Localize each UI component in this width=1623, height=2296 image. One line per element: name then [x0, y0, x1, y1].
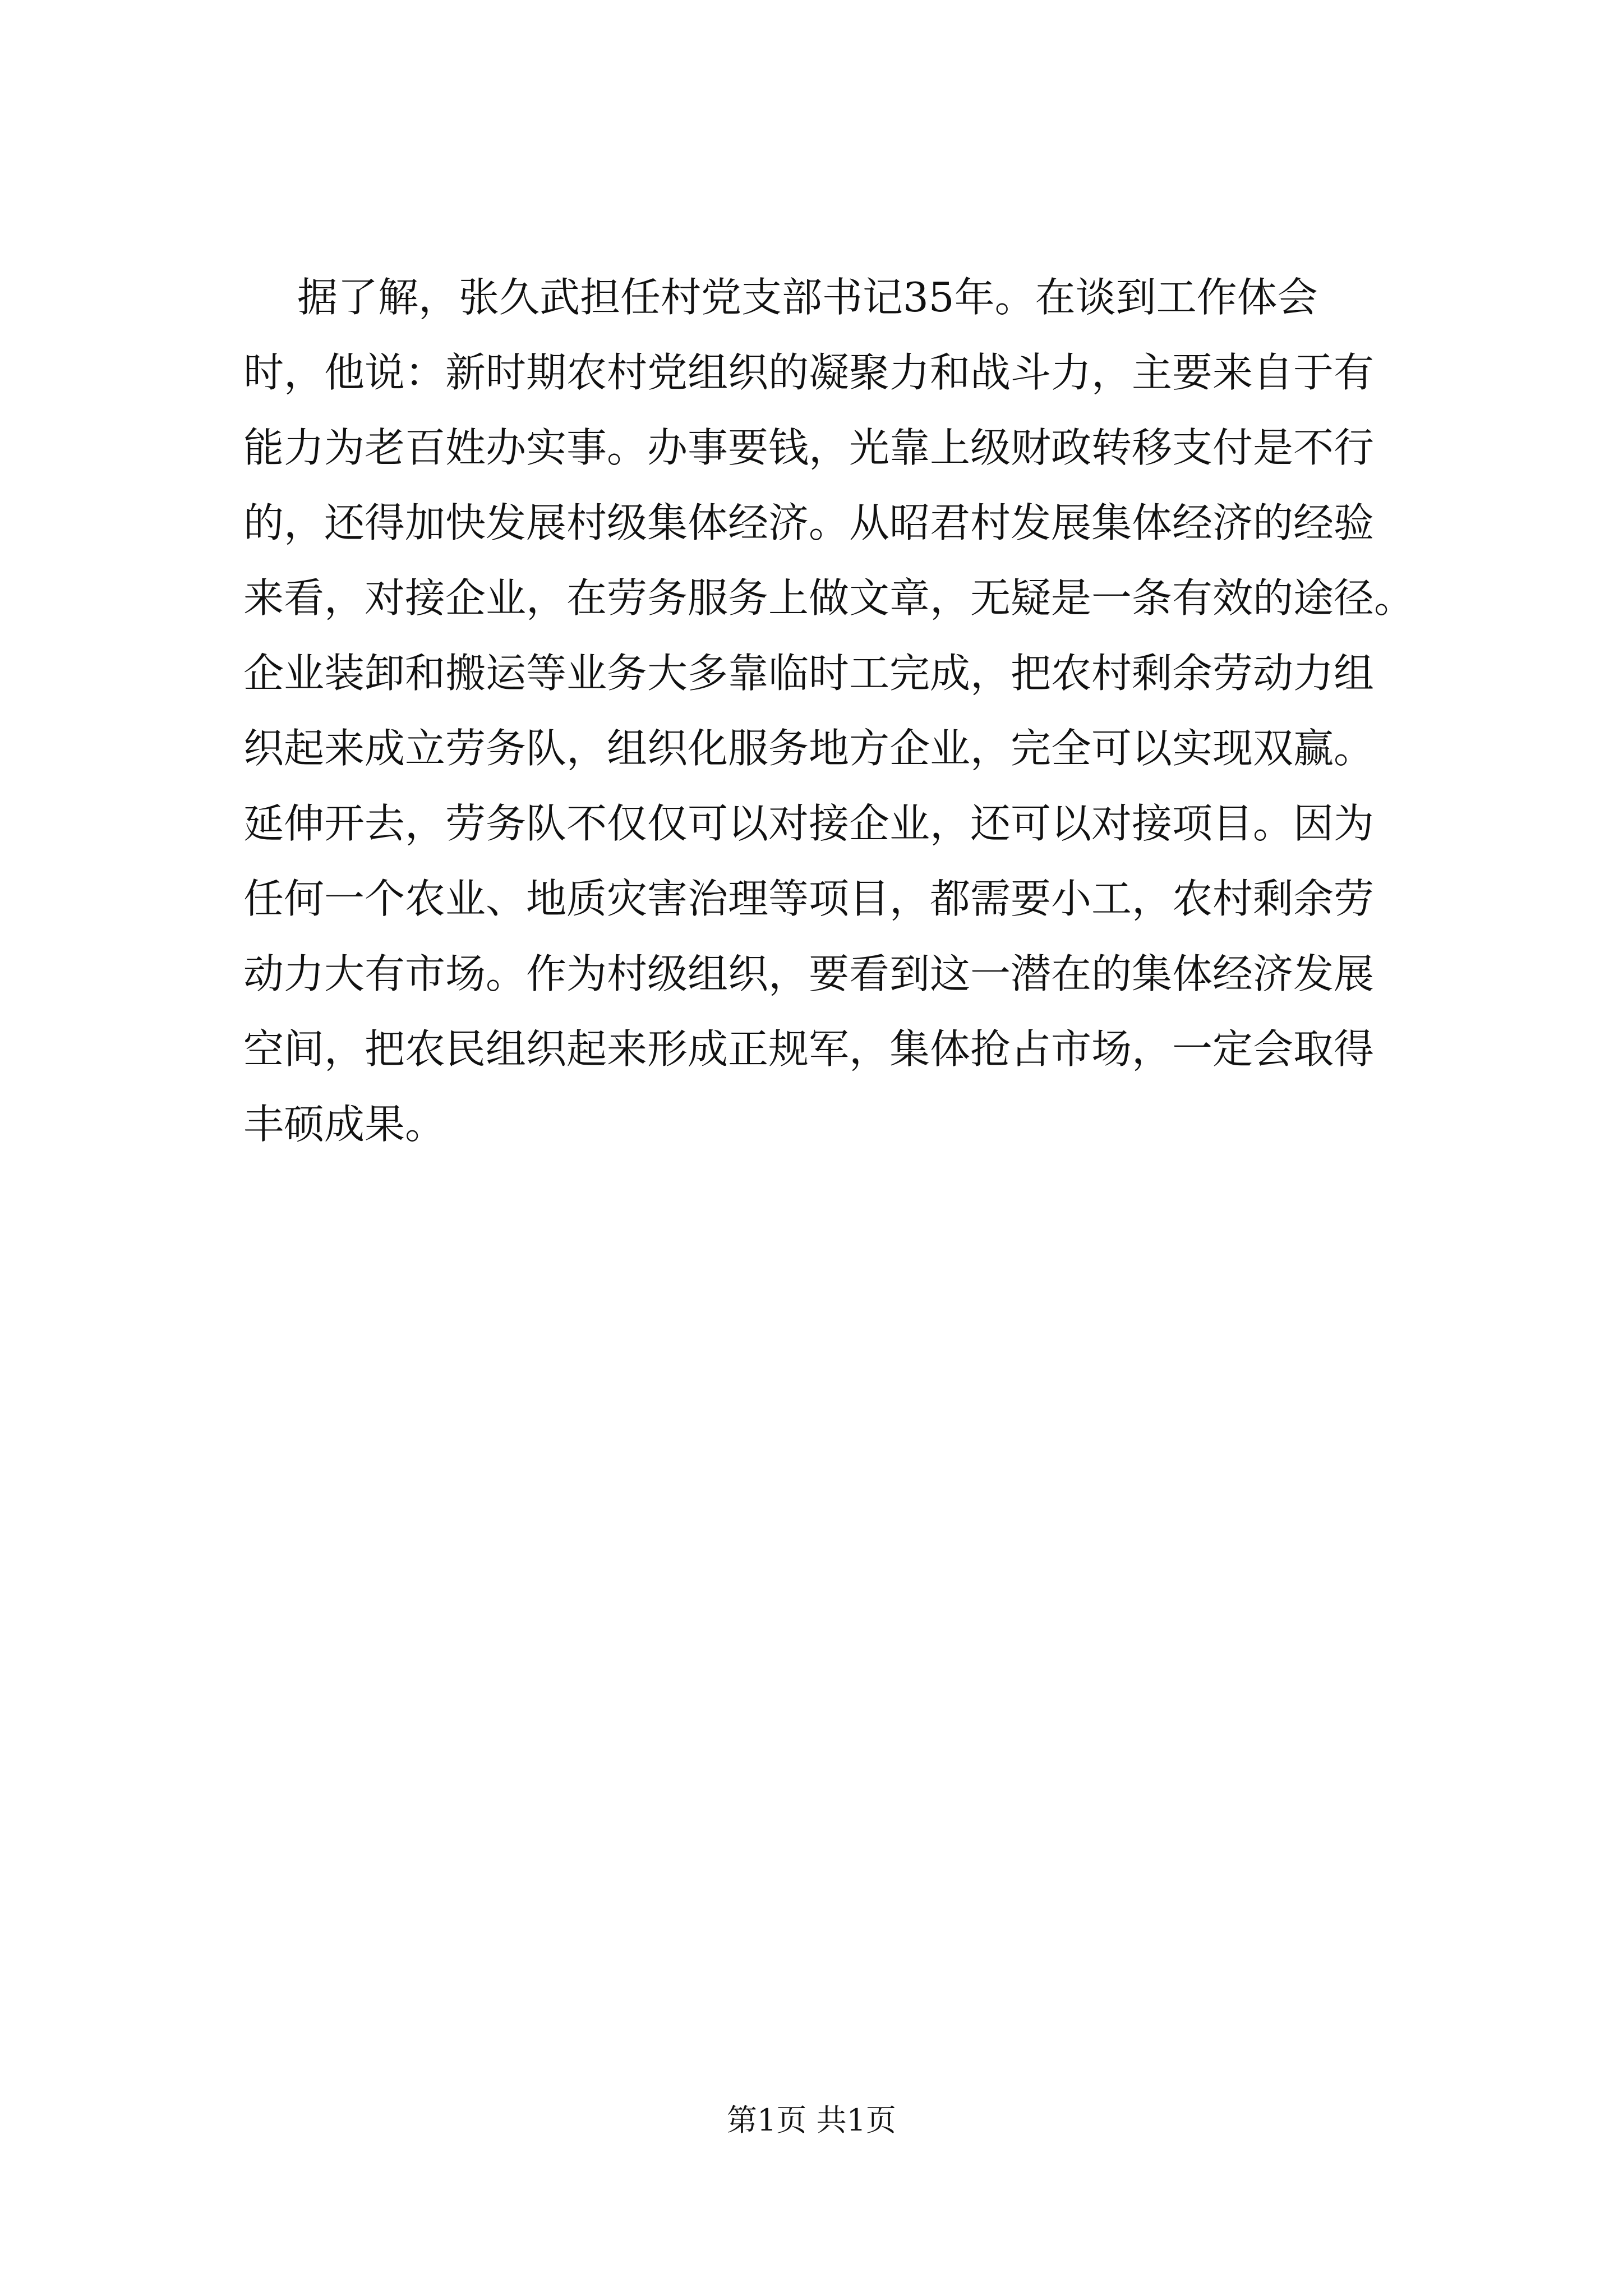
paragraph-line: 空间，把农民组织起来形成正规军，集体抢占市场，一定会取得 — [243, 1025, 1375, 1073]
paragraph-line: 来看，对接企业，在劳务服务上做文章，无疑是一条有效的途径。 — [243, 574, 1415, 622]
paragraph-line: 动力大有市场。作为村级组织，要看到这一潜在的集体经济发展 — [243, 950, 1375, 997]
paragraph-line: 企业装卸和搬运等业务大多靠临时工完成，把农村剩余劳动力组 — [243, 650, 1375, 697]
paragraph-line: 延伸开去，劳务队不仅仅可以对接企业，还可以对接项目。因为 — [243, 800, 1375, 847]
paragraph-line: 时，他说：新时期农村党组织的凝聚力和战斗力，主要来自于有 — [243, 349, 1375, 396]
paragraph-line: 丰硕成果。 — [243, 1101, 446, 1148]
paragraph-line: 能力为老百姓办实事。办事要钱，光靠上级财政转移支付是不行 — [243, 424, 1375, 471]
page-number-footer: 第1页 共1页 — [727, 2102, 896, 2138]
paragraph-line: 的，还得加快发展村级集体经济。从昭君村发展集体经济的经验 — [243, 499, 1375, 546]
paragraph-line: 据了解，张久武担任村党支部书记35年。在谈到工作体会 — [297, 274, 1318, 321]
paragraph-line: 任何一个农业、地质灾害治理等项目，都需要小工，农村剩余劳 — [243, 875, 1375, 922]
paragraph-line: 织起来成立劳务队，组织化服务地方企业，完全可以实现双赢。 — [243, 725, 1375, 772]
